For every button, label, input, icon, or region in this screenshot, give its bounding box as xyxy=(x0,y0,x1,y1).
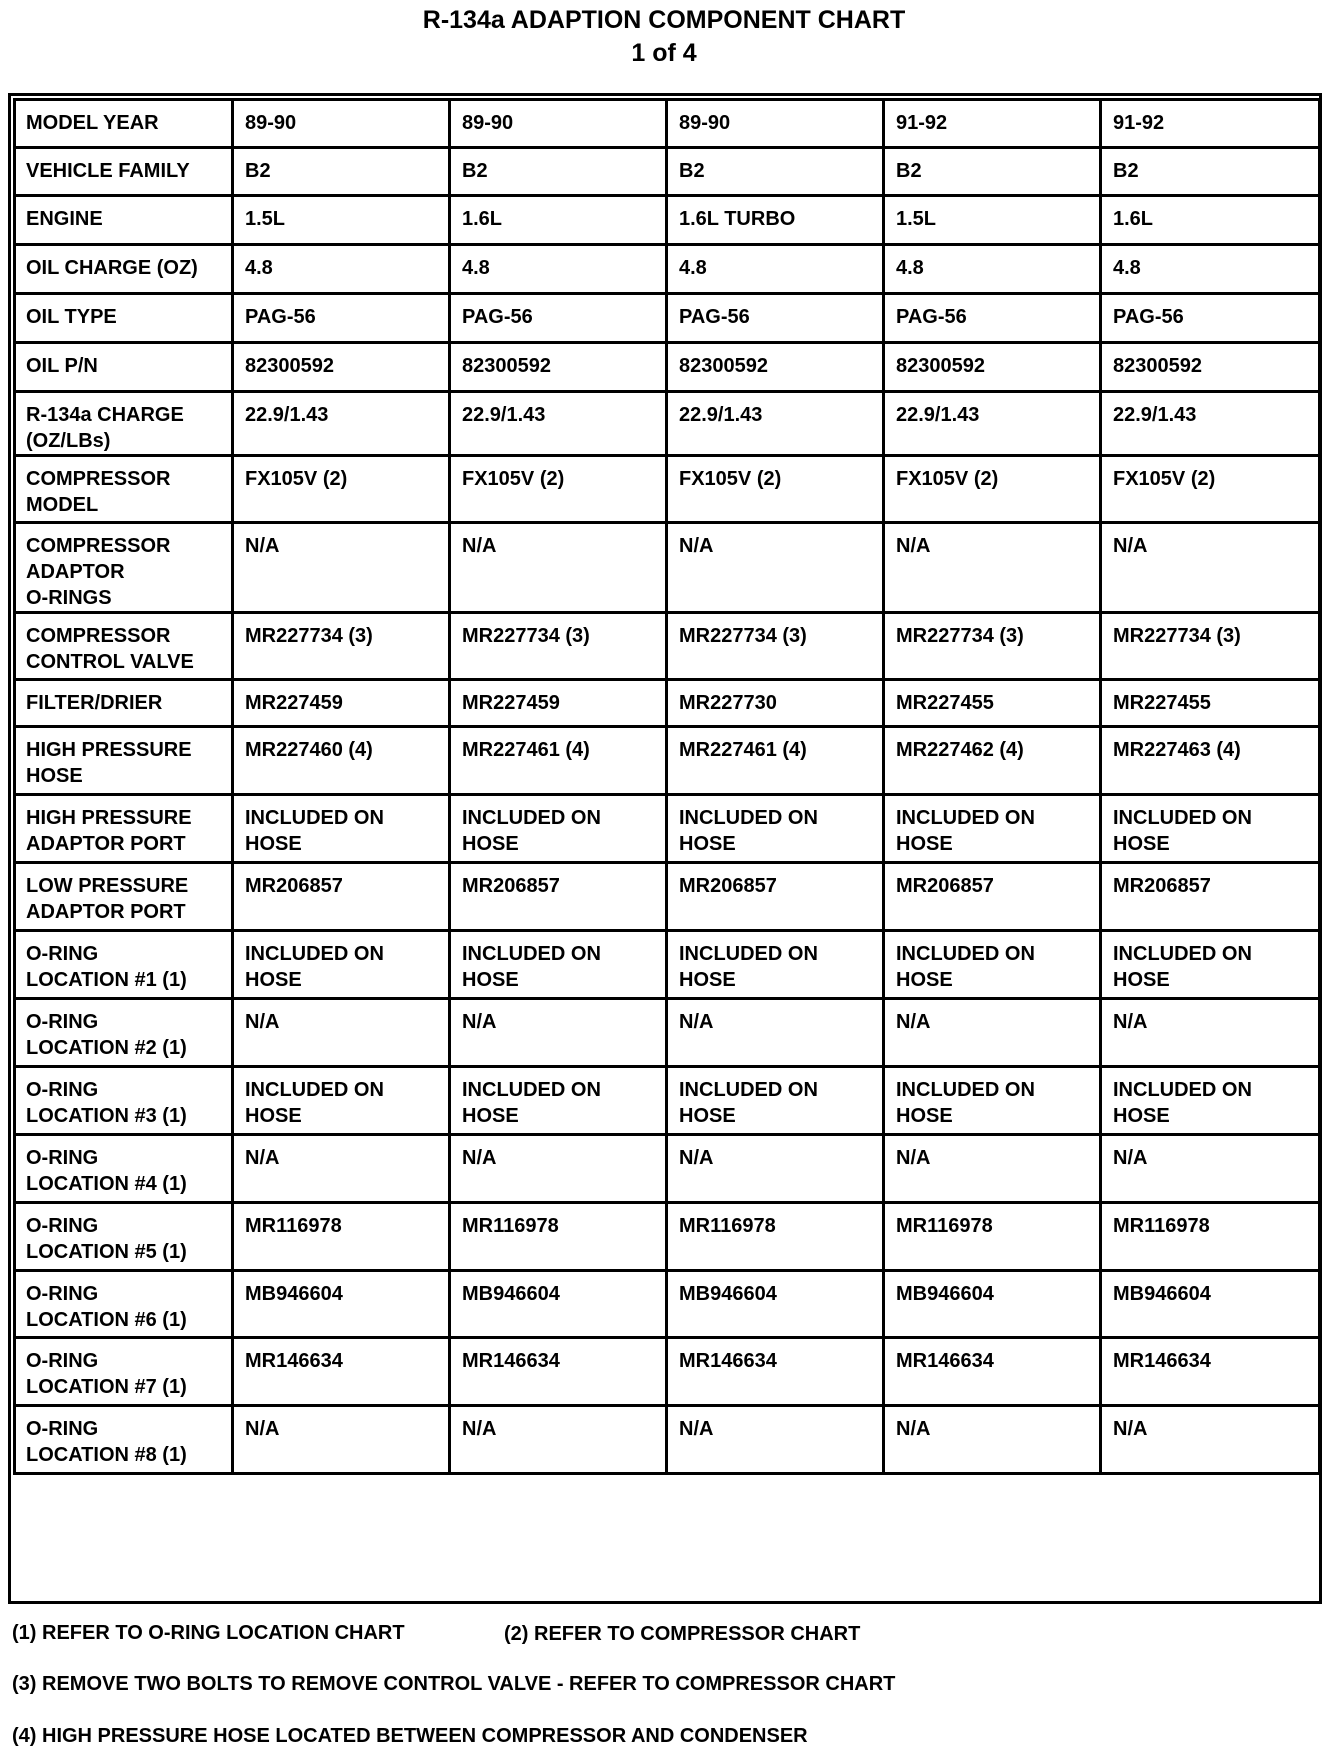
table-row xyxy=(15,863,1320,931)
table-cell: FX105V (2) xyxy=(233,456,450,523)
table-row xyxy=(15,245,1320,294)
row-label: COMPRESSOR MODEL xyxy=(15,456,233,523)
table-cell: MR116978 xyxy=(884,1203,1101,1271)
table-cell: MR116978 xyxy=(1101,1203,1320,1271)
table-cell: MR146634 xyxy=(667,1338,884,1406)
table-cell: B2 xyxy=(233,148,450,196)
table-cell: FX105V (2) xyxy=(1101,456,1320,523)
row-label: FILTER/DRIER xyxy=(15,680,233,727)
row-label: O-RING LOCATION #2 (1) xyxy=(15,999,233,1067)
table-row xyxy=(15,999,1320,1067)
chart-page-indicator: 1 of 4 xyxy=(631,39,697,67)
row-label: O-RING LOCATION #7 (1) xyxy=(15,1338,233,1406)
table-cell: MR227463 (4) xyxy=(1101,727,1320,795)
table-cell: MB946604 xyxy=(1101,1271,1320,1338)
table-cell: PAG-56 xyxy=(233,294,450,343)
table-cell: INCLUDED ON HOSE xyxy=(233,931,450,999)
footnote-3: (3) REMOVE TWO BOLTS TO REMOVE CONTROL VALVE - REFER TO COMPRESSOR CHART xyxy=(12,1673,896,1695)
table-cell: MR227460 (4) xyxy=(233,727,450,795)
table-row xyxy=(15,795,1320,863)
table-cell: INCLUDED ON HOSE xyxy=(667,1067,884,1135)
table-row xyxy=(15,294,1320,343)
table-cell: N/A xyxy=(1101,523,1320,613)
table-cell: 4.8 xyxy=(667,245,884,294)
table-cell: MR227461 (4) xyxy=(667,727,884,795)
table-cell: INCLUDED ON HOSE xyxy=(1101,795,1320,863)
table-cell: N/A xyxy=(667,1135,884,1203)
table-cell: 91-92 xyxy=(1101,100,1320,148)
table-cell: B2 xyxy=(667,148,884,196)
table-cell: 1.6L xyxy=(1101,196,1320,245)
footnote-1: (1) REFER TO O-RING LOCATION CHART xyxy=(12,1622,405,1644)
table-cell: MR227459 xyxy=(233,680,450,727)
table-cell: MR206857 xyxy=(667,863,884,931)
row-label: ENGINE xyxy=(15,196,233,245)
table-cell: MR206857 xyxy=(884,863,1101,931)
table-cell: INCLUDED ON HOSE xyxy=(884,795,1101,863)
row-label: O-RING LOCATION #8 (1) xyxy=(15,1406,233,1474)
row-label: O-RING LOCATION #3 (1) xyxy=(15,1067,233,1135)
table-cell: 89-90 xyxy=(667,100,884,148)
chart-title xyxy=(0,4,1328,70)
table-cell: INCLUDED ON HOSE xyxy=(667,931,884,999)
table-cell: MB946604 xyxy=(233,1271,450,1338)
table-cell: MR227734 (3) xyxy=(884,613,1101,680)
table-cell: 89-90 xyxy=(450,100,667,148)
table-cell: 1.5L xyxy=(233,196,450,245)
row-label: LOW PRESSURE ADAPTOR PORT xyxy=(15,863,233,931)
table-cell: 22.9/1.43 xyxy=(884,392,1101,456)
table-row xyxy=(15,148,1320,196)
table-row xyxy=(15,392,1320,456)
table-cell: 4.8 xyxy=(233,245,450,294)
table-row xyxy=(15,1338,1320,1406)
table-cell: 1.6L TURBO xyxy=(667,196,884,245)
row-label: O-RING LOCATION #6 (1) xyxy=(15,1271,233,1338)
table-row xyxy=(15,456,1320,523)
table-cell: MR146634 xyxy=(1101,1338,1320,1406)
table-cell: MR206857 xyxy=(233,863,450,931)
table-cell: 82300592 xyxy=(450,343,667,392)
row-label: VEHICLE FAMILY xyxy=(15,148,233,196)
row-label: HIGH PRESSURE HOSE xyxy=(15,727,233,795)
table-cell: 82300592 xyxy=(884,343,1101,392)
table-cell: INCLUDED ON HOSE xyxy=(450,931,667,999)
table-cell: INCLUDED ON HOSE xyxy=(450,795,667,863)
table-row xyxy=(15,613,1320,680)
row-label: OIL CHARGE (OZ) xyxy=(15,245,233,294)
table-cell: INCLUDED ON HOSE xyxy=(450,1067,667,1135)
table-cell: 22.9/1.43 xyxy=(233,392,450,456)
table-cell: PAG-56 xyxy=(450,294,667,343)
table-cell: N/A xyxy=(450,1135,667,1203)
table-cell: PAG-56 xyxy=(884,294,1101,343)
table-row xyxy=(15,1135,1320,1203)
table-row xyxy=(15,1406,1320,1474)
table-cell: 22.9/1.43 xyxy=(1101,392,1320,456)
table-cell: 82300592 xyxy=(233,343,450,392)
table-cell: MR227455 xyxy=(1101,680,1320,727)
table-cell: N/A xyxy=(667,999,884,1067)
table-cell: INCLUDED ON HOSE xyxy=(233,795,450,863)
table-cell: MR146634 xyxy=(450,1338,667,1406)
table-cell: 91-92 xyxy=(884,100,1101,148)
table-cell: FX105V (2) xyxy=(450,456,667,523)
table-cell: N/A xyxy=(233,1406,450,1474)
table-cell: MR146634 xyxy=(233,1338,450,1406)
table-cell: MR206857 xyxy=(450,863,667,931)
table-cell: 4.8 xyxy=(450,245,667,294)
row-label: MODEL YEAR xyxy=(15,100,233,148)
table-cell: 4.8 xyxy=(1101,245,1320,294)
table-cell: 82300592 xyxy=(1101,343,1320,392)
table-cell: N/A xyxy=(233,1135,450,1203)
table-cell: MR116978 xyxy=(450,1203,667,1271)
table-cell: N/A xyxy=(1101,1406,1320,1474)
row-label: OIL P/N xyxy=(15,343,233,392)
row-label: O-RING LOCATION #4 (1) xyxy=(15,1135,233,1203)
row-label: R-134a CHARGE (OZ/LBs) xyxy=(15,392,233,456)
table-row xyxy=(15,196,1320,245)
table-cell: MR227734 (3) xyxy=(667,613,884,680)
table-cell: MB946604 xyxy=(450,1271,667,1338)
table-cell: N/A xyxy=(450,999,667,1067)
table-cell: INCLUDED ON HOSE xyxy=(884,931,1101,999)
table-cell: N/A xyxy=(884,1135,1101,1203)
table-row xyxy=(15,1067,1320,1135)
table-row xyxy=(15,1271,1320,1338)
table-body xyxy=(15,100,1320,1474)
table-cell: N/A xyxy=(884,999,1101,1067)
table-cell: MR227461 (4) xyxy=(450,727,667,795)
table-row xyxy=(15,727,1320,795)
table-row xyxy=(15,1203,1320,1271)
table-cell: 22.9/1.43 xyxy=(450,392,667,456)
table-cell: INCLUDED ON HOSE xyxy=(233,1067,450,1135)
row-label: COMPRESSOR ADAPTOR O-RINGS xyxy=(15,523,233,613)
table-cell: INCLUDED ON HOSE xyxy=(1101,1067,1320,1135)
table-cell: MR227730 xyxy=(667,680,884,727)
table-row xyxy=(15,343,1320,392)
table-cell: N/A xyxy=(884,523,1101,613)
table-cell: 4.8 xyxy=(884,245,1101,294)
table-cell: MR206857 xyxy=(1101,863,1320,931)
table-cell: B2 xyxy=(1101,148,1320,196)
row-label: HIGH PRESSURE ADAPTOR PORT xyxy=(15,795,233,863)
table-cell: INCLUDED ON HOSE xyxy=(1101,931,1320,999)
table-cell: N/A xyxy=(667,523,884,613)
table-cell: FX105V (2) xyxy=(667,456,884,523)
row-label: O-RING LOCATION #5 (1) xyxy=(15,1203,233,1271)
table-cell: N/A xyxy=(450,523,667,613)
table-cell: MR227455 xyxy=(884,680,1101,727)
table-cell: MR227734 (3) xyxy=(450,613,667,680)
table-cell: 22.9/1.43 xyxy=(667,392,884,456)
footnote-2: (2) REFER TO COMPRESSOR CHART xyxy=(504,1623,861,1645)
row-label: O-RING LOCATION #1 (1) xyxy=(15,931,233,999)
table-cell: MR227459 xyxy=(450,680,667,727)
table-cell: MB946604 xyxy=(667,1271,884,1338)
table-cell: N/A xyxy=(884,1406,1101,1474)
table-cell: PAG-56 xyxy=(1101,294,1320,343)
table-cell: MR227734 (3) xyxy=(233,613,450,680)
footnote-4: (4) HIGH PRESSURE HOSE LOCATED BETWEEN COMPRESSOR AND CONDENSER xyxy=(12,1725,808,1747)
table-cell: N/A xyxy=(450,1406,667,1474)
table-row xyxy=(15,680,1320,727)
chart-title-line-1: R-134a ADAPTION COMPONENT CHART xyxy=(422,6,906,34)
table-cell: INCLUDED ON HOSE xyxy=(884,1067,1101,1135)
table-cell: MB946604 xyxy=(884,1271,1101,1338)
adaption-component-table xyxy=(13,98,1321,1475)
table-row xyxy=(15,523,1320,613)
table-cell: INCLUDED ON HOSE xyxy=(667,795,884,863)
table-cell: N/A xyxy=(1101,999,1320,1067)
table-cell: N/A xyxy=(667,1406,884,1474)
table-cell: 89-90 xyxy=(233,100,450,148)
table-cell: PAG-56 xyxy=(667,294,884,343)
table-cell: MR146634 xyxy=(884,1338,1101,1406)
table-cell: MR116978 xyxy=(233,1203,450,1271)
table-cell: MR227462 (4) xyxy=(884,727,1101,795)
row-label: OIL TYPE xyxy=(15,294,233,343)
table-cell: N/A xyxy=(233,523,450,613)
table-cell: 1.6L xyxy=(450,196,667,245)
table-cell: MR227734 (3) xyxy=(1101,613,1320,680)
table-row xyxy=(15,100,1320,148)
table-cell: 82300592 xyxy=(667,343,884,392)
table-cell: N/A xyxy=(1101,1135,1320,1203)
table-cell: 1.5L xyxy=(884,196,1101,245)
row-label: COMPRESSOR CONTROL VALVE xyxy=(15,613,233,680)
table-cell: B2 xyxy=(450,148,667,196)
table-cell: N/A xyxy=(233,999,450,1067)
table-row xyxy=(15,931,1320,999)
table-cell: B2 xyxy=(884,148,1101,196)
table-cell: FX105V (2) xyxy=(884,456,1101,523)
table-cell: MR116978 xyxy=(667,1203,884,1271)
